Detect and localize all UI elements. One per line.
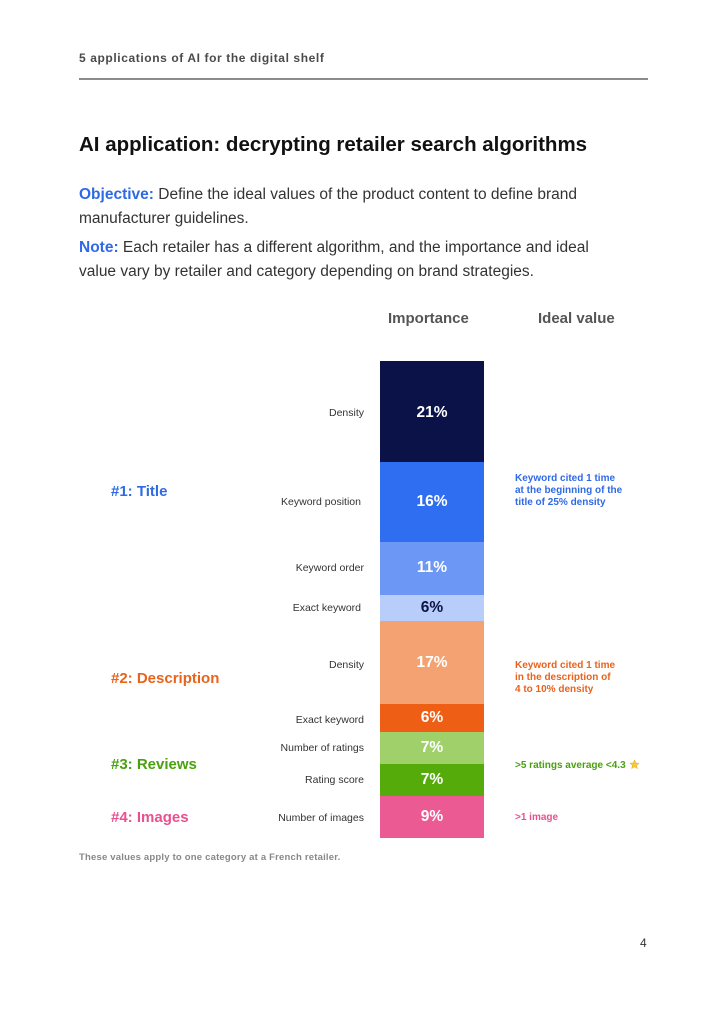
note-line1: Each retailer has a different algorithm, and the importance and ideal xyxy=(118,239,589,256)
category-images: #4: Images xyxy=(111,809,189,826)
ideal-description-line3: 4 to 10% density xyxy=(515,684,594,695)
ideal-value-description xyxy=(515,660,615,696)
value-keyword-order: 11% xyxy=(416,559,448,576)
value-exact-keyword-desc: 6% xyxy=(420,709,444,726)
value-number-of-images: 9% xyxy=(420,808,444,825)
objective-paragraph xyxy=(79,183,639,231)
page-title: AI application: decrypting retailer search algorithms xyxy=(79,133,588,156)
ideal-images-text: >1 image xyxy=(515,812,559,823)
note-line2: value vary by retailer and category depending on brand strategies. xyxy=(79,263,534,280)
row-label-number-of-images: Number of images xyxy=(278,812,364,824)
ideal-value-column-header: Ideal value xyxy=(538,310,615,327)
row-label-number-of-ratings: Number of ratings xyxy=(280,742,364,754)
importance-column-header: Importance xyxy=(388,310,469,327)
row-label-density-title: Density xyxy=(328,407,364,419)
ideal-value-reviews xyxy=(515,759,640,774)
category-reviews: #3: Reviews xyxy=(111,756,197,773)
row-label-rating-score: Rating score xyxy=(305,774,364,786)
ideal-value-images xyxy=(515,812,558,824)
footnote: These values apply to one category at a French retailer. xyxy=(79,852,341,863)
value-exact-keyword-title: 6% xyxy=(420,599,444,616)
ideal-description-line2: in the description of xyxy=(515,672,611,683)
value-density-desc: 17% xyxy=(416,654,448,671)
ideal-title-line2: at the beginning of the xyxy=(515,485,623,496)
document-header: 5 applications of AI for the digital shelf xyxy=(79,51,325,65)
star-icon xyxy=(629,759,640,774)
page-number: 4 xyxy=(640,936,647,950)
row-label-keyword-order: Keyword order xyxy=(295,562,364,574)
value-density-title: 21% xyxy=(416,404,448,421)
objective-line2: manufacturer guidelines. xyxy=(79,210,249,227)
value-number-of-ratings: 7% xyxy=(420,739,444,756)
row-label-exact-keyword-desc: Exact keyword xyxy=(295,714,364,726)
value-keyword-position: 16% xyxy=(416,493,448,510)
header-divider xyxy=(79,78,648,80)
row-label-keyword-position: Keyword position xyxy=(281,496,361,508)
category-title: #1: Title xyxy=(111,483,168,500)
ideal-title-line3: title of 25% density xyxy=(515,497,606,508)
note-label: Note: xyxy=(79,239,119,256)
ideal-value-title xyxy=(515,473,622,509)
note-paragraph xyxy=(79,236,639,284)
ideal-description-line1: Keyword cited 1 time xyxy=(515,660,616,671)
row-label-density-desc: Density xyxy=(328,659,364,671)
ideal-title-line1: Keyword cited 1 time xyxy=(515,473,616,484)
value-rating-score: 7% xyxy=(420,771,444,788)
ideal-reviews-text: >5 ratings average <4.3 xyxy=(515,760,626,771)
objective-line1: Define the ideal values of the product content to define brand xyxy=(153,186,578,203)
category-description: #2: Description xyxy=(111,670,220,687)
objective-label: Objective: xyxy=(79,186,154,203)
row-label-exact-keyword-title: Exact keyword xyxy=(292,602,361,614)
